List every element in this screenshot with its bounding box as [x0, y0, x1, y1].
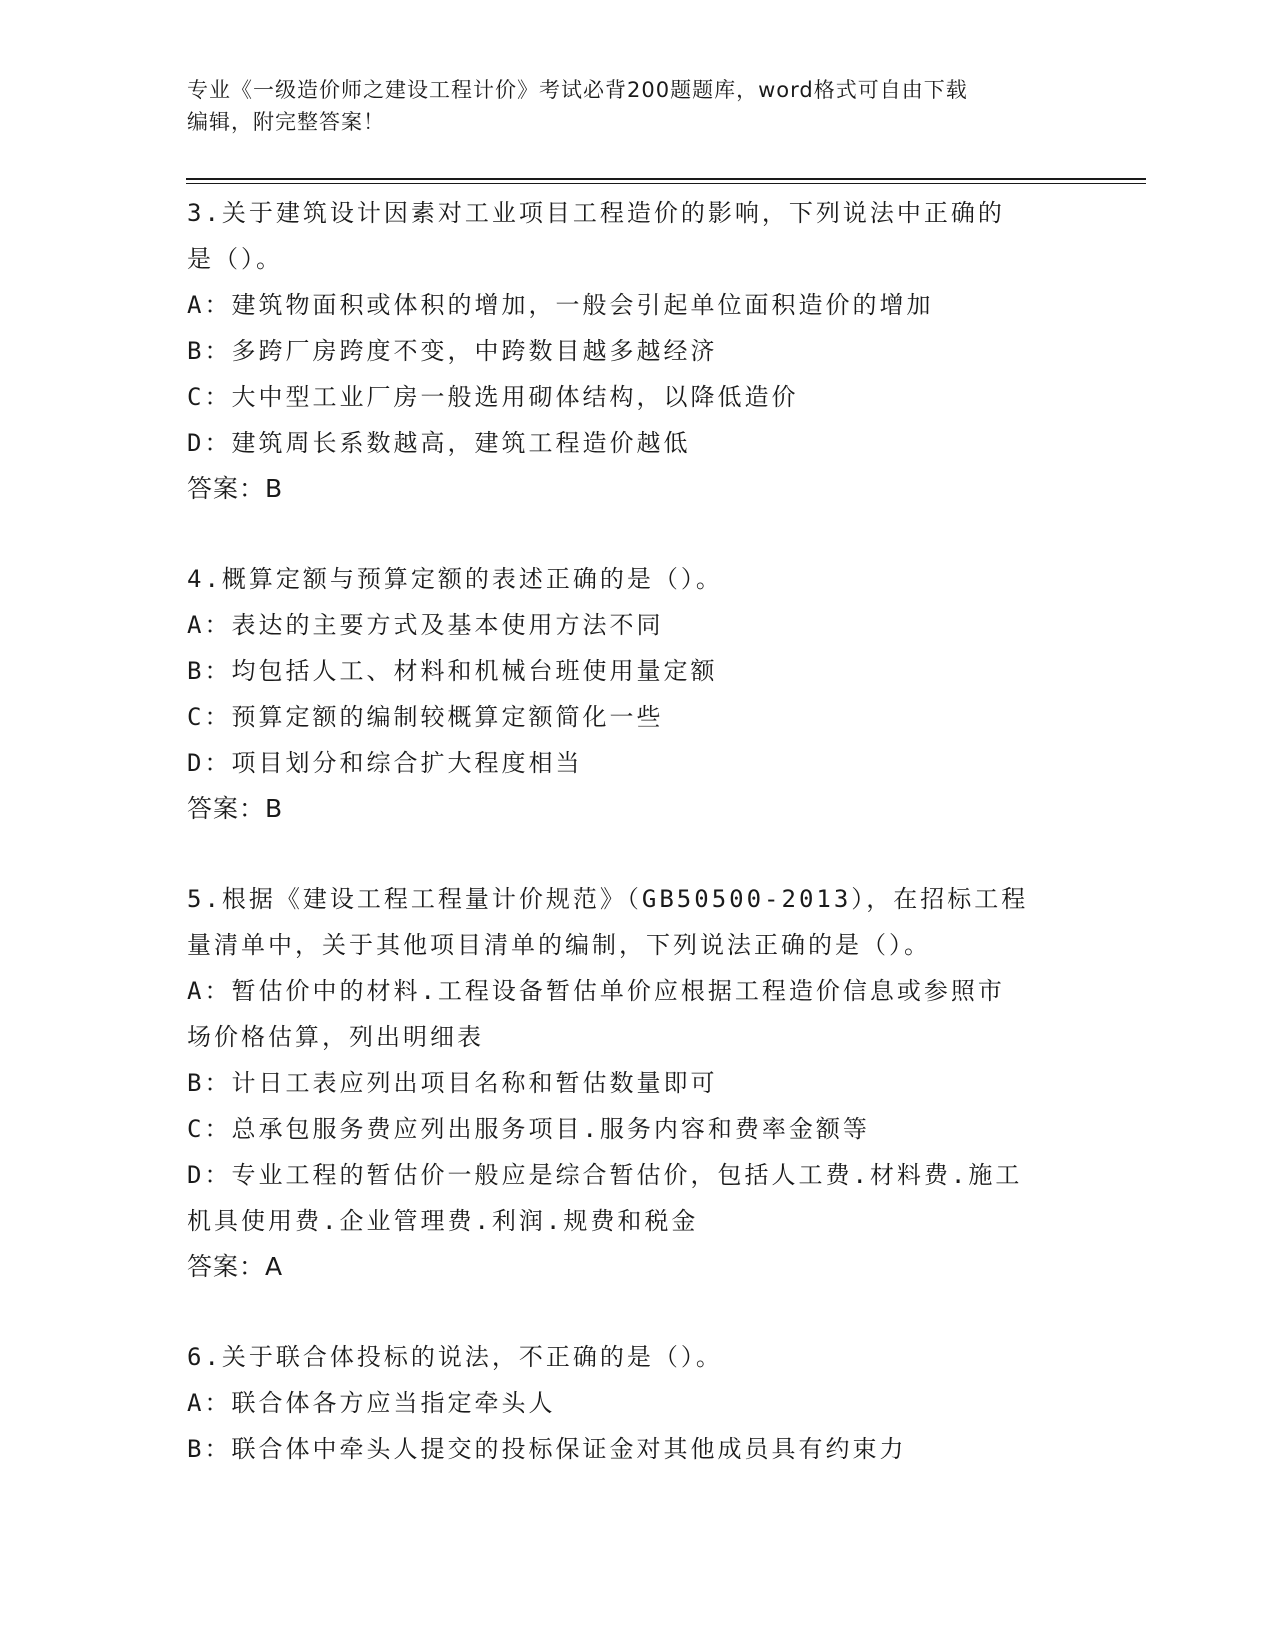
question-gap [187, 832, 1087, 876]
option-b: B：均包括人工、材料和机械台班使用量定额 [187, 657, 718, 685]
option-a: A：建筑物面积或体积的增加，一般会引起单位面积造价的增加 [187, 291, 934, 319]
answer-line: 答案：B [187, 794, 284, 823]
question-stem-line: 是（）。 [187, 245, 283, 273]
option-a: A：联合体各方应当指定牵头人 [187, 1389, 556, 1417]
header-line-1: 专业《一级造价师之建设工程计价》考试必背200题题库，word格式可自由下载 [187, 78, 968, 102]
option-c: C：预算定额的编制较概算定额简化一些 [187, 703, 664, 731]
option-d-continued: 机具使用费.企业管理费.利润.规费和税金 [187, 1207, 699, 1235]
header-divider-thin [186, 183, 1146, 184]
question-stem-line: 4.概算定额与预算定额的表述正确的是（）。 [187, 565, 723, 593]
answer-line: 答案：A [187, 1252, 284, 1281]
option-b: B：多跨厂房跨度不变，中跨数目越多越经济 [187, 337, 718, 365]
option-b: B：计日工表应列出项目名称和暂估数量即可 [187, 1069, 718, 1097]
option-d: D：建筑周长系数越高，建筑工程造价越低 [187, 429, 691, 457]
option-c: C：总承包服务费应列出服务项目.服务内容和费率金额等 [187, 1115, 870, 1143]
question-stem-line: 3.关于建筑设计因素对工业项目工程造价的影响，下列说法中正确的 [187, 199, 1005, 227]
question-block [187, 876, 1087, 1290]
question-gap [187, 1290, 1087, 1334]
answer-line: 答案：B [187, 474, 284, 503]
question-block [187, 190, 1087, 512]
option-b: B：联合体中牵头人提交的投标保证金对其他成员具有约束力 [187, 1435, 907, 1463]
question-block [187, 556, 1087, 832]
question-stem-line: 5.根据《建设工程工程量计价规范》（GB50500-2013），在招标工程 [187, 885, 1029, 913]
document-header [187, 74, 1087, 138]
question-block [187, 1334, 1087, 1472]
option-c: C：大中型工业厂房一般选用砌体结构，以降低造价 [187, 383, 799, 411]
option-a-continued: 场价格估算，列出明细表 [187, 1023, 484, 1051]
question-list [187, 190, 1087, 1472]
option-a: A：表达的主要方式及基本使用方法不同 [187, 611, 664, 639]
header-divider-thick [186, 178, 1146, 180]
question-stem-line: 量清单中，关于其他项目清单的编制，下列说法正确的是（）。 [187, 931, 931, 959]
option-d: D：专业工程的暂估价一般应是综合暂估价，包括人工费.材料费.施工 [187, 1161, 1023, 1189]
question-gap [187, 512, 1087, 556]
question-stem-line: 6.关于联合体投标的说法，不正确的是（）。 [187, 1343, 723, 1371]
option-a: A：暂估价中的材料.工程设备暂估单价应根据工程造价信息或参照市 [187, 977, 1005, 1005]
header-line-2: 编辑，附完整答案！ [187, 110, 385, 134]
option-d: D：项目划分和综合扩大程度相当 [187, 749, 583, 777]
